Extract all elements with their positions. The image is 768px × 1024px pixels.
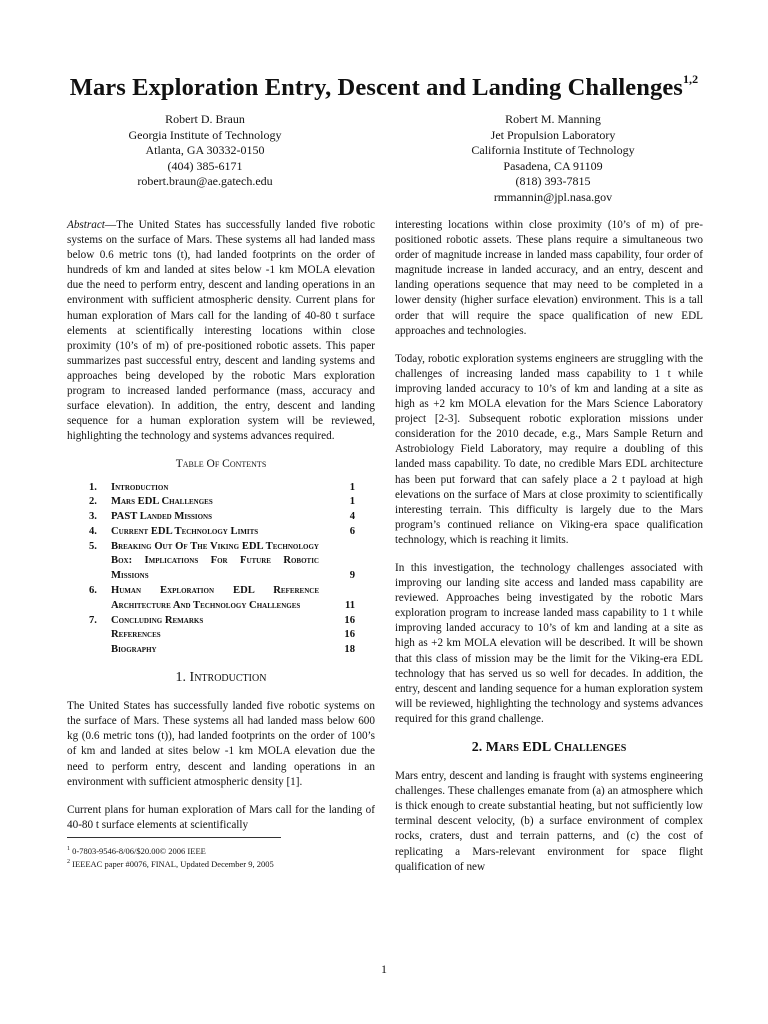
toc-page: 18 bbox=[344, 644, 355, 656]
author-block-right bbox=[403, 112, 703, 205]
toc-text: Mars EDL Challenges bbox=[111, 496, 213, 508]
toc-entry bbox=[67, 495, 375, 510]
author-block-left bbox=[55, 112, 355, 190]
author-address: Atlanta, GA 30332-0150 bbox=[145, 143, 265, 157]
toc-entry bbox=[67, 540, 375, 584]
left-column bbox=[67, 218, 375, 871]
toc-number: 2. bbox=[89, 496, 97, 508]
footnote-mark: 2 bbox=[67, 859, 70, 866]
abstract-label: Abstract bbox=[67, 219, 105, 231]
body-paragraph: Mars entry, descent and landing is fraught with systems engineering challenges. These challenges emanate from (a) an atmosphere which is thick enough to create substantial heating, but not sufficiently low terminal descent velocity, (b) a surface environment of complex rocks, craters, dust and terrain patterns, and (c) the cost of replicating a Mars-relevant environment for space flight qualification of new bbox=[395, 770, 703, 873]
page-number: 1 bbox=[381, 962, 387, 976]
paper-title bbox=[0, 72, 768, 102]
author-affiliation-2: California Institute of Technology bbox=[471, 143, 635, 157]
toc-number: 6. bbox=[89, 585, 97, 597]
section-heading: 1. Introduction bbox=[175, 670, 267, 686]
footnote-text: 0-7803-9546-8/06/$20.00© 2006 IEEE bbox=[72, 845, 206, 856]
title-text: Mars Exploration Entry, Descent and Landing Challenges bbox=[69, 74, 683, 101]
abstract bbox=[67, 218, 375, 444]
toc-entry bbox=[67, 643, 375, 658]
toc-text: Concluding Remarks bbox=[111, 614, 204, 626]
body-paragraph: Current plans for human exploration of Mars call for the landing of 40-80 t surface elements at scientifically bbox=[67, 803, 375, 831]
right-column bbox=[395, 218, 703, 888]
author-affiliation: Jet Propulsion Laboratory bbox=[490, 127, 616, 142]
toc-entry bbox=[67, 525, 375, 540]
toc-page: 6 bbox=[349, 525, 355, 537]
toc-text: Biography bbox=[111, 644, 157, 656]
body-paragraph: In this investigation, the technology challenges associated with improving our landing site access and landed mass capability are reviewed. Approaches being investigated by the robotic Mars exploration program to increase landed mass capability to 1 t while improving landed accuracy to 10’s of km and landing at a site as high as +2 km MOLA elevation will be described. It will be shown that this class of mission may be the limit for the Viking-era EDL technology that has served us so well for decades. In addition, the entry, descent and landing sequence for a human exploration system will be reviewed, highlighting the technology and systems advances required for this grand challenge. bbox=[395, 561, 703, 725]
author-name: Robert M. Manning bbox=[505, 112, 601, 126]
toc-text: Breaking Out Of The Viking EDL Technology Box: Implications For Future Robotic Missions bbox=[111, 540, 319, 582]
toc-page: 16 bbox=[344, 614, 355, 626]
footnote-mark: 1 bbox=[67, 845, 70, 852]
table-of-contents bbox=[67, 481, 375, 659]
footnotes bbox=[67, 844, 375, 871]
toc-text: Human Exploration EDL Reference Architecture And Technology Challenges bbox=[111, 585, 319, 611]
body-paragraph: interesting locations within close proximity (10’s of m) of pre-positioned robotic assets. These plans require a simultaneous two order of magnitude increase in landed mass capability, four order of magnitude increase in landed accuracy, and an entry, descent and landing operations sequence that may need to be completed in a lower density (higher surface elevation) environment. This is a tall order that will require the space qualification of new EDL approaches and technologies. bbox=[395, 219, 703, 337]
toc-entry bbox=[67, 614, 375, 629]
toc-number: 4. bbox=[89, 525, 97, 537]
toc-title: Table Of Contents bbox=[175, 458, 267, 471]
footnote bbox=[67, 844, 375, 857]
toc-number: 5. bbox=[89, 540, 97, 552]
abstract-text: —The United States has successfully landed five robotic systems on the surface of Mars. These systems all had landed mass below 0.6 metric tons (t), had landed footprints on the order of hundreds of km and landed at sites below -1 km MOLA elevation due the need to perform entry, descent and landing operations in an environment with sufficient atmospheric density. Current plans for human exploration of Mars call for the landing of 40-80 t surface elements at scientifically interesting locations within close proximity (10’s of m) of pre-positioned robotic assets. This paper summarizes past successful entry, descent and landing systems and approaches being developed by the robotic Mars exploration program to increased landed performance (mass, accuracy and surface elevation). In addition, the entry, descent and landing sequence for a human exploration system will be reviewed, highlighting the technology and systems advances required. bbox=[67, 219, 375, 443]
toc-number: 3. bbox=[89, 511, 97, 523]
toc-number: 1. bbox=[89, 481, 97, 493]
toc-number bbox=[67, 628, 111, 643]
toc-page: 9 bbox=[349, 570, 355, 582]
footnote bbox=[67, 857, 375, 870]
section-heading: 2. Mars EDL Challenges bbox=[471, 740, 627, 755]
footnote-text: IEEEAC paper #0076, FINAL, Updated December 9, 2005 bbox=[72, 859, 274, 870]
toc-page: 11 bbox=[344, 599, 355, 611]
toc-text: Introduction bbox=[111, 481, 169, 493]
toc-page: 4 bbox=[349, 511, 355, 523]
author-affiliation: Georgia Institute of Technology bbox=[128, 127, 282, 142]
body-paragraph: Today, robotic exploration systems engineers are struggling with the challenges of increasing landed mass capability to 1 t while improving landed accuracy to 10’s of km and landing at a site as high as +2 km MOLA elevation for the Mars Science Laboratory project [2-3]. Subsequent robotic exploration missions under consideration for the 2010 decade, e.g., Mars Sample Return and Astrobiology Field Laboratory, may require a doubling of this landed mass capability. To date, no credible Mars EDL architecture has been put forward that can safely place a 2 t payload at high elevations on the surface of Mars at close proximity to scientifically interesting terrain. This difficulty is largely due to the Mars program’s continued reliance on Viking-era space qualification technology, which is reaching it limits. bbox=[395, 352, 703, 546]
author-phone: (404) 385-6171 bbox=[167, 158, 243, 173]
author-phone: (818) 393-7815 bbox=[515, 174, 591, 188]
author-name: Robert D. Braun bbox=[165, 112, 245, 126]
toc-text: Current EDL Technology Limits bbox=[111, 525, 259, 537]
toc-entry bbox=[67, 481, 375, 496]
toc-entry bbox=[67, 584, 375, 614]
toc-number bbox=[67, 643, 111, 658]
author-email: rmmannin@jpl.nasa.gov bbox=[493, 189, 613, 204]
toc-page: 1 bbox=[349, 481, 355, 493]
toc-page: 16 bbox=[344, 629, 355, 641]
author-email: robert.braun@ae.gatech.edu bbox=[137, 174, 273, 188]
footnote-divider bbox=[67, 837, 281, 838]
title-footnote-marks: 1,2 bbox=[682, 72, 699, 86]
body-paragraph: The United States has successfully landed five robotic systems on the surface of Mars. These systems all had landed mass below 600 kg (0.6 metric tons (t)), had landed footprints on the order of 100’s of km and landed at sites below -1 km MOLA elevation due the need to perform entry, descent and landing operations in an environment with sufficient atmospheric density [1]. bbox=[67, 700, 375, 788]
toc-text: References bbox=[111, 629, 161, 641]
toc-number: 7. bbox=[89, 614, 97, 626]
toc-entry bbox=[67, 510, 375, 525]
toc-page: 1 bbox=[349, 496, 355, 508]
author-address: Pasadena, CA 91109 bbox=[503, 158, 603, 173]
toc-text: PAST Landed Missions bbox=[111, 511, 212, 523]
toc-entry bbox=[67, 628, 375, 643]
